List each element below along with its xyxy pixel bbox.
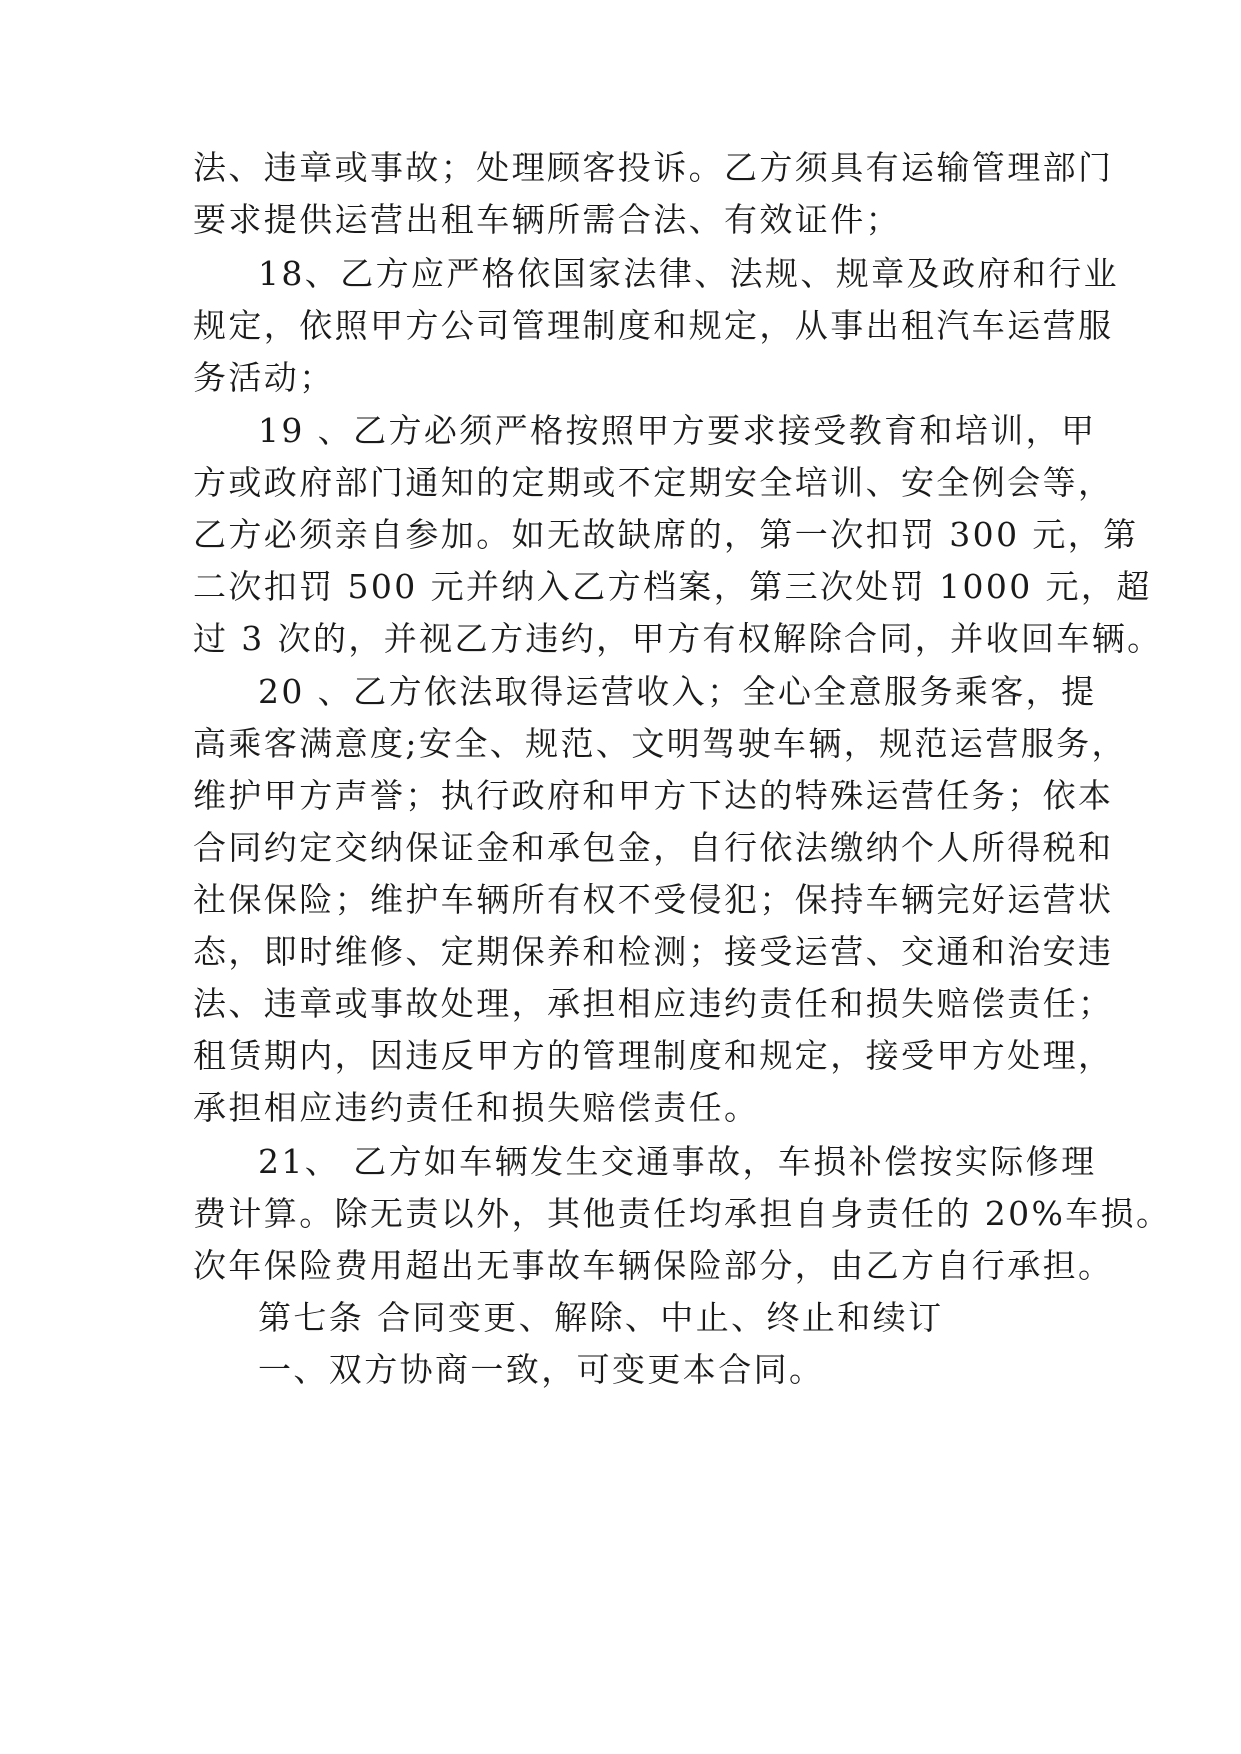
clause-20-line-6: 态，即时维修、定期保养和检测；接受运营、交通和治安违 [193, 932, 1114, 971]
clause-20-line-2: 高乘客满意度;安全、规范、文明驾驶车辆，规范运营服务， [193, 724, 1127, 763]
clause-18-line-1: 18、乙方应严格依国家法律、法规、规章及政府和行业 [258, 254, 1119, 293]
clause-18-line-2: 规定，依照甲方公司管理制度和规定，从事出租汽车运营服 [193, 306, 1114, 345]
clause-18-line-3: 务活动； [193, 358, 335, 397]
clause-19-line-4: 二次扣罚 500 元并纳入乙方档案，第三次处罚 1000 元，超 [193, 567, 1152, 606]
text-line-1: 法、违章或事故；处理顾客投诉。乙方须具有运输管理部门 [193, 148, 1114, 187]
clause-20-line-8: 租赁期内，因违反甲方的管理制度和规定，接受甲方处理， [193, 1036, 1114, 1075]
clause-20-line-4: 合同约定交纳保证金和承包金，自行依法缴纳个人所得税和 [193, 828, 1114, 867]
clause-19-line-1: 19 、乙方必须严格按照甲方要求接受教育和培训，甲 [258, 411, 1097, 450]
clause-20-line-9: 承担相应违约责任和损失赔偿责任。 [193, 1088, 760, 1127]
clause-21-line-1: 21、 乙方如车辆发生交通事故，车损补偿按实际修理 [258, 1142, 1097, 1181]
article-7-item-1: 一、双方协商一致，可变更本合同。 [258, 1350, 825, 1389]
text-line-2: 要求提供运营出租车辆所需合法、有效证件； [193, 200, 901, 239]
clause-19-line-5: 过 3 次的，并视乙方违约，甲方有权解除合同，并收回车辆。 [193, 619, 1163, 658]
clause-20-line-7: 法、违章或事故处理，承担相应违约责任和损失赔偿责任； [193, 984, 1114, 1023]
clause-19-line-3: 乙方必须亲自参加。如无故缺席的，第一次扣罚 300 元，第 [193, 515, 1139, 554]
clause-21-line-3: 次年保险费用超出无事故车辆保险部分，由乙方自行承担。 [193, 1246, 1114, 1285]
clause-19-line-2: 方或政府部门通知的定期或不定期安全培训、安全例会等， [193, 463, 1114, 502]
clause-20-line-5: 社保保险；维护车辆所有权不受侵犯；保持车辆完好运营状 [193, 880, 1114, 919]
clause-20-line-1: 20 、乙方依法取得运营收入；全心全意服务乘客，提 [258, 672, 1097, 711]
article-7-heading: 第七条 合同变更、解除、中止、终止和续订 [258, 1298, 944, 1337]
clause-20-line-3: 维护甲方声誉；执行政府和甲方下达的特殊运营任务；依本 [193, 776, 1114, 815]
clause-21-line-2: 费计算。除无责以外，其他责任均承担自身责任的 20%车损。 [193, 1194, 1172, 1233]
